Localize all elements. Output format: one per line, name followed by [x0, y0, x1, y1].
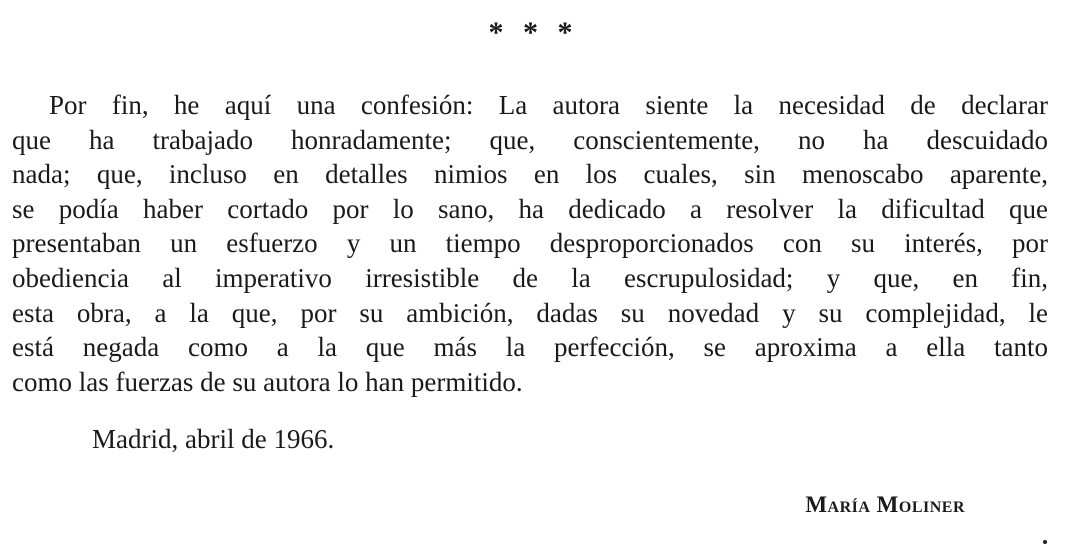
confession-paragraph: [12, 88, 1048, 399]
dateline: Madrid, abril de 1966.: [92, 424, 335, 454]
section-separator: * * *: [488, 16, 579, 49]
paragraph-line: obediencia al imperativo irresistible de la escrupulosidad; y que, en fin,: [12, 262, 1048, 293]
paragraph-line: que ha trabajado honradamente; que, conscientemente, no ha descuidado: [12, 124, 1048, 155]
paragraph-line: como las fuerzas de su autora lo han permitido.: [12, 366, 523, 397]
paragraph-line: está negada como a la que más la perfección, se aproxima a ella tanto: [12, 332, 1048, 363]
paragraph-line: esta obra, a la que, por su ambición, dadas su novedad y su complejidad, le: [12, 297, 1048, 328]
print-speck: [1043, 540, 1047, 544]
paragraph-line: Por fin, he aquí una confesión: La autora siente la necesidad de declarar: [49, 90, 1048, 120]
paragraph-line: se podía haber cortado por lo sano, ha dedicado a resolver la dificultad que: [12, 193, 1048, 224]
author-signature: María Moliner: [805, 492, 965, 517]
paragraph-line: nada; que, incluso en detalles nimios en los cuales, sin menoscabo aparente,: [12, 159, 1048, 190]
paragraph-line: presentaban un esfuerzo y un tiempo desproporcionados con su interés, por: [12, 228, 1048, 259]
